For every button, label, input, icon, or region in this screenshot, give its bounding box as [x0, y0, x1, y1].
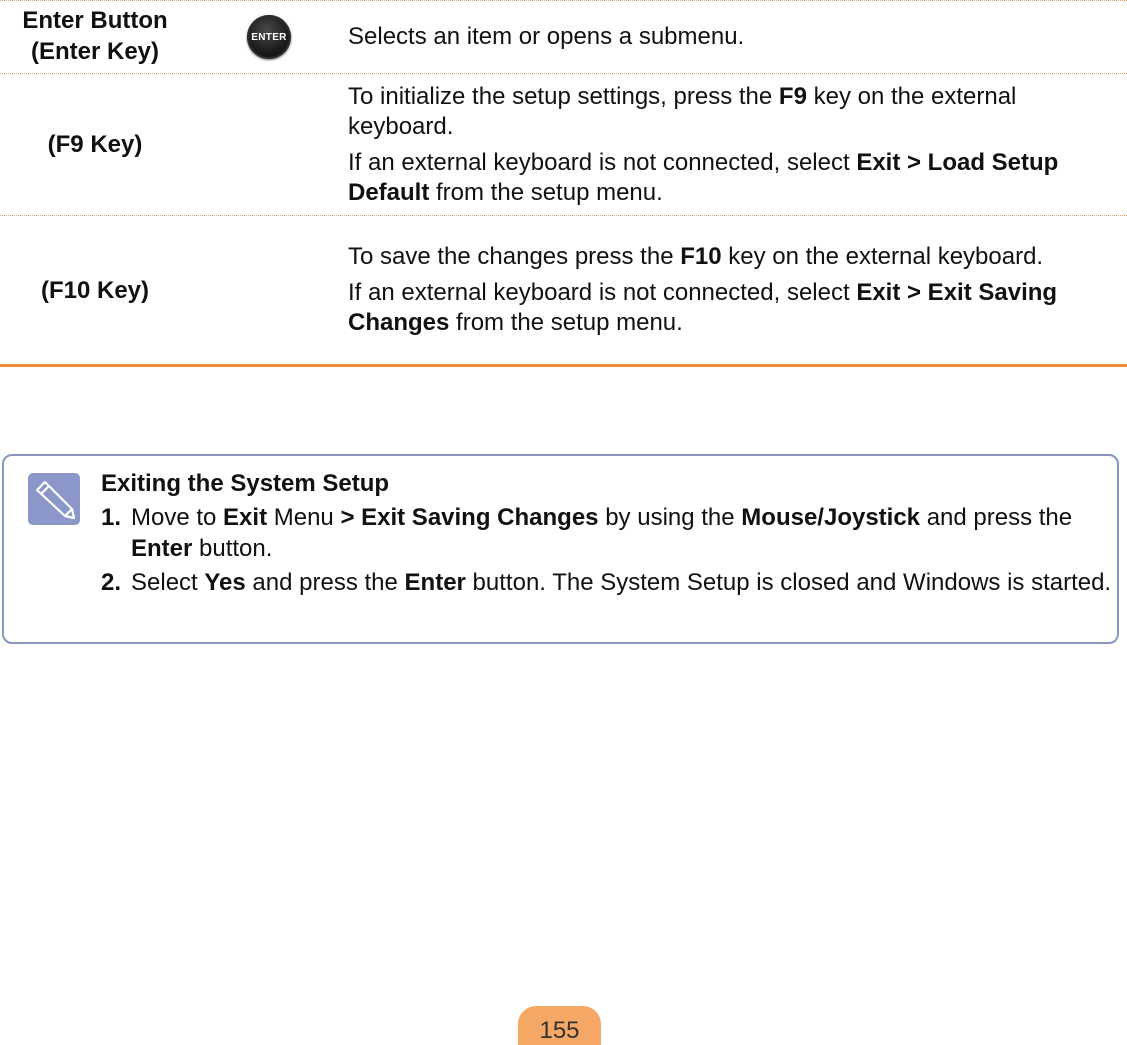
key-name-f10: (F10 Key)	[40, 276, 150, 304]
pencil-note-icon	[28, 473, 80, 525]
key-table	[0, 0, 1127, 367]
page-number: 155	[518, 1006, 601, 1045]
key-desc-f10	[348, 242, 1108, 338]
desc-paragraph: If an external keyboard is not connected, select Exit > Load Setup Default from the setup menu.	[348, 148, 1059, 206]
desc-paragraph: If an external keyboard is not connected, select Exit > Exit Saving Changes from the setup menu.	[348, 279, 1058, 336]
note-title: Exiting the System Setup	[101, 470, 390, 497]
step-number: 2.	[101, 569, 122, 596]
desc-text: Selects an item or opens a submenu.	[348, 23, 745, 50]
key-desc-enter	[348, 22, 1108, 52]
key-row-f10	[0, 215, 1127, 367]
desc-paragraph: To save the changes press the F10 key on the external keyboard.	[348, 243, 1044, 270]
key-name-enter: Enter Button (Enter Key)	[22, 7, 168, 65]
note-steps	[101, 502, 1116, 598]
enter-key-label: ENTER	[251, 31, 287, 43]
key-desc-f9	[348, 82, 1108, 208]
step-number: 1.	[101, 504, 122, 531]
key-row-f9	[0, 73, 1127, 215]
note-content	[101, 468, 1116, 601]
note-step: 2. Select Yes and press the Enter button. The System Setup is closed and Windows is started.	[101, 569, 1112, 596]
key-row-enter	[0, 0, 1127, 73]
key-icon-cell	[190, 15, 348, 59]
key-name-f9: (F9 Key)	[47, 131, 143, 158]
note-box	[2, 454, 1119, 644]
desc-paragraph: To initialize the setup settings, press the F9 key on the external keyboard.	[348, 82, 1017, 140]
enter-key-icon	[247, 15, 291, 59]
note-step: 1. Move to Exit Menu > Exit Saving Changes by using the Mouse/Joystick and press the Enter button.	[101, 504, 1073, 562]
